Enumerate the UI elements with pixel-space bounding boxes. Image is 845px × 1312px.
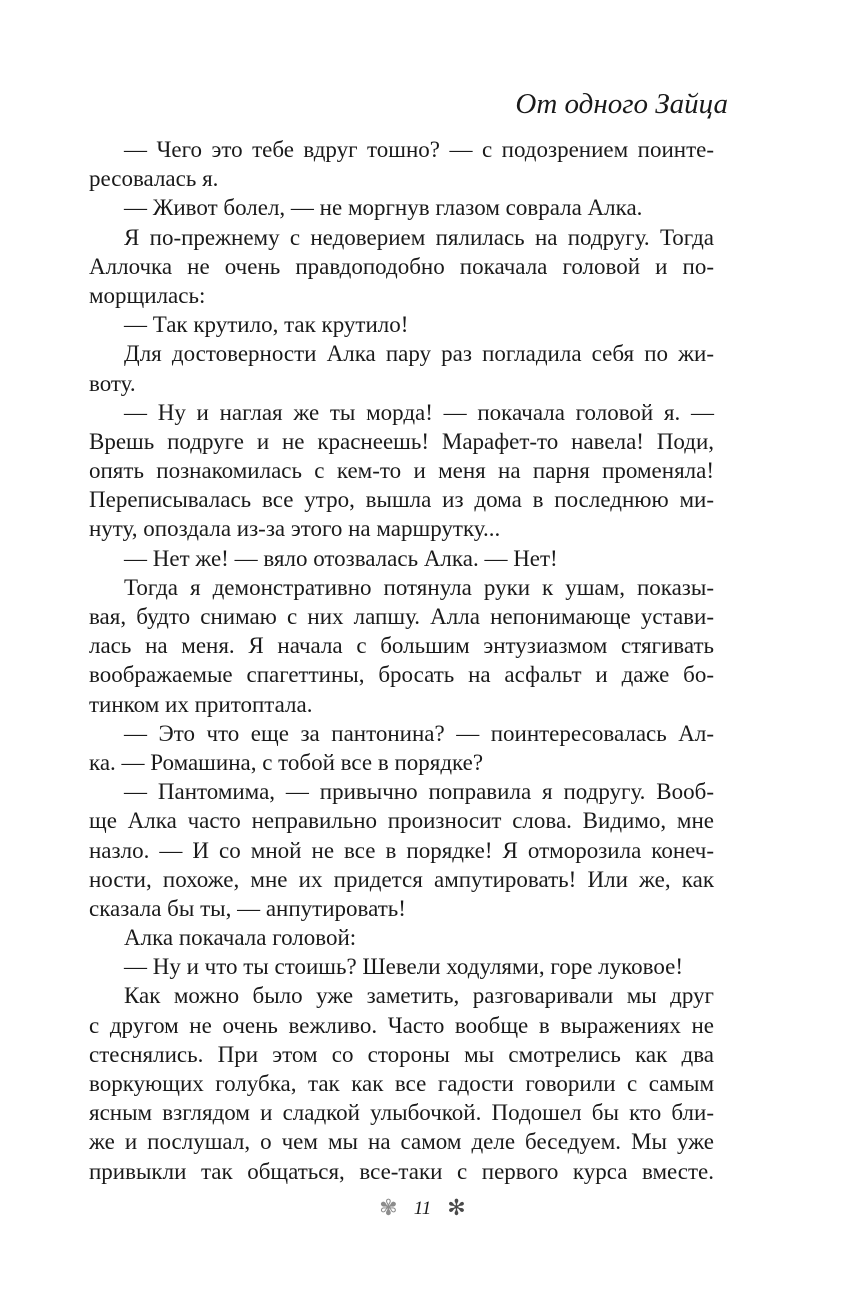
text-line: привыкли так общаться, все-таки с первого курса вместе. — [89, 1158, 714, 1184]
text-line: с другом не очень вежливо. Часто вообще в выражениях не — [89, 1012, 714, 1038]
text-line: воркующих голубка, так как все гадости говорили с самым — [89, 1071, 714, 1096]
text-line: — Живот болел, — не моргнув глазом соврала Алка. — [124, 195, 643, 221]
text-line: стеснялись. При этом со стороны мы смотрелись как два — [89, 1041, 714, 1067]
text-line: ще Алка часто неправильно произносит слова. Видимо, мне — [89, 808, 714, 834]
text-line: — Нет же! — вяло отозвалась Алка. — Нет! — [124, 545, 558, 571]
text-line: опять познакомилась с кем-то и меня на парня променяла! — [89, 458, 714, 484]
running-title: От одного Зайца — [515, 88, 728, 120]
text-line: воту. — [89, 370, 136, 396]
text-line: нуту, опоздала из-за этого на маршрутку... — [89, 516, 501, 542]
text-line: ресовалась я. — [89, 166, 219, 192]
text-line: — Ну и что ты стоишь? Шевели ходулями, горе луковое! — [124, 954, 684, 980]
text-line: назло. — И со мной не все в порядке! Я отморозила конеч- — [89, 837, 714, 863]
text-line: сказала бы ты, — анпутировать! — [89, 895, 406, 921]
page-footer — [0, 1196, 845, 1222]
text-line: Аллочка не очень правдоподобно покачала головой и по- — [89, 253, 714, 279]
text-line: Как можно было уже заметить, разговаривали мы друг — [124, 983, 714, 1009]
text-line: морщилась: — [89, 282, 206, 308]
text-line: Я по-прежнему с недоверием пялилась на подругу. Тогда — [124, 224, 714, 250]
text-line: — Так крутило, так крутило! — [124, 312, 409, 338]
text-line: вая, будто снимаю с них лапшу. Алла непонимающе устави- — [89, 604, 714, 629]
text-line: лась на меня. Я начала с большим энтузиазмом стягивать — [89, 633, 714, 659]
text-line: тинком их притоптала. — [89, 691, 313, 717]
text-line: Врешь подруге и не краснеешь! Марафет-то навела! Поди, — [89, 428, 714, 454]
text-line: же и послушал, о чем мы на самом деле беседуем. Мы уже — [89, 1129, 714, 1155]
page-number: 11 — [413, 1198, 432, 1219]
text-line: — Это что еще за пантонина? — поинтересовалась Ал- — [124, 720, 714, 746]
text-line: ясным взглядом и сладкой улыбочкой. Подошел бы кто бли- — [89, 1100, 714, 1126]
asterisk-ornament-icon: ✻ — [447, 1196, 466, 1221]
body-text — [89, 135, 714, 1186]
text-line: Алка покачала головой: — [124, 925, 357, 951]
flower-ornament-icon: ✾ — [379, 1196, 398, 1221]
text-line: ности, похоже, мне их придется ампутировать! Или же, как — [89, 866, 714, 892]
text-line: Для достоверности Алка пару раз погладила себя по жи- — [124, 341, 714, 367]
text-line: — Пантомима, — привычно поправила я подругу. Вооб- — [124, 779, 714, 805]
text-line: воображаемые спагеттины, бросать на асфальт и даже бо- — [89, 662, 714, 688]
text-line: — Ну и наглая же ты морда! — покачала головой я. — — [124, 399, 714, 425]
text-line: Переписывалась все утро, вышла из дома в последнюю ми- — [89, 487, 714, 513]
text-line: ка. — Ромашина, с тобой все в порядке? — [89, 749, 484, 775]
text-line: Тогда я демонстративно потянула руки к ушам, показы- — [124, 574, 714, 600]
text-line: — Чего это тебе вдруг тошно? — с подозрением поинте- — [124, 137, 714, 162]
